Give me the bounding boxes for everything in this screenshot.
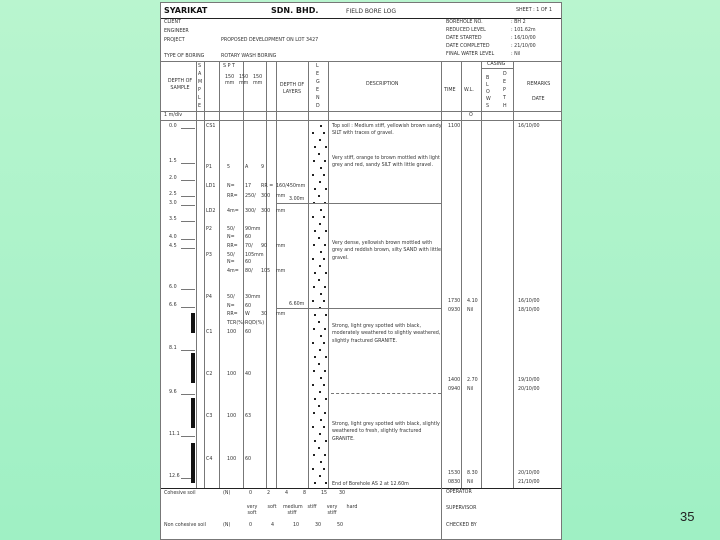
sample-id: C3 (206, 414, 213, 419)
casing-letter: D (503, 72, 507, 77)
legend-mark (323, 384, 325, 386)
depth-mark: 0.0 (169, 124, 177, 129)
legend-mark (324, 328, 326, 330)
cohesive-term: very stiff (326, 505, 338, 517)
legend-mark (313, 412, 315, 414)
sample-id: P2 (206, 227, 212, 232)
legend-mark (313, 370, 315, 372)
spt-blow: 90 (261, 244, 268, 249)
legend-mark (318, 447, 320, 449)
legend-mark (312, 468, 314, 470)
depth-mark: 6.0 (169, 285, 177, 290)
legend-mark (312, 132, 314, 134)
layer-description: Very stiff, orange to brown mottled with light grey and red, sandy SILT with little gravel. (332, 156, 440, 169)
spt-n: 100 (227, 372, 237, 377)
sample-letter: E (198, 104, 202, 109)
reading-wl: Nil (467, 308, 474, 313)
spt-n: 4m= (227, 269, 239, 274)
header-wl: W.L. (464, 88, 474, 93)
depth-tick (181, 394, 195, 395)
cohesive-scale-value: 15 (321, 491, 328, 496)
legend-letter: D (316, 104, 320, 109)
spt-blow: RR = (261, 184, 274, 189)
legend-mark (323, 468, 325, 470)
casing-letter: W (486, 97, 491, 102)
spt-blow: 300 (261, 209, 271, 214)
legend-mark (314, 188, 316, 190)
info-value: : 21/10/00 (511, 44, 536, 49)
unit-row: 1 m/div (164, 113, 183, 118)
legend-mark (320, 461, 322, 463)
depth-tick (181, 307, 195, 308)
legend-mark (312, 384, 314, 386)
legend-mark (319, 265, 321, 267)
legend-mark (312, 258, 314, 260)
project-value: PROPOSED DEVELOPMENT ON LOT 3427 (221, 38, 319, 43)
layer-description: Strong, light grey spotted with black, moderately weathered to slightly weathered, slightly fractured GRANITE. (332, 324, 441, 344)
depth-mark: 11.1 (169, 432, 180, 437)
legend-mark (323, 300, 325, 302)
legend-mark (325, 398, 327, 400)
layer-description: Strong, light grey spotted with black, slightly weathered to fresh, slightly fractured GRANITE. (332, 422, 440, 442)
legend-mark (323, 174, 325, 176)
legend-letter: E (316, 72, 320, 77)
sample-id: C1 (206, 330, 213, 335)
spt-blow: 63 (245, 414, 252, 419)
sample-letter: M (198, 80, 203, 85)
cohesive-scale-value: 30 (339, 491, 346, 496)
sample-letter: P (198, 88, 201, 93)
legend-mark (324, 286, 326, 288)
spt-blow: 300/ (245, 209, 256, 214)
legend-mark (325, 146, 327, 148)
legend-mark (312, 174, 314, 176)
cohesive-scale-value: 0 (249, 491, 253, 496)
depth-mark: 3.5 (169, 217, 177, 222)
spt-blow: 60 (245, 304, 252, 309)
project-label: PROJECT (164, 38, 185, 43)
spt-blow: 105 (261, 269, 271, 274)
boring-type-label: TYPE OF BORING (164, 54, 205, 59)
log-title: FIELD BORE LOG (346, 8, 396, 15)
legend-mark (320, 293, 322, 295)
depth-mark: 2.5 (169, 192, 177, 197)
bore-log-sheet (160, 2, 562, 540)
depth-tick (181, 248, 195, 249)
depth-tick (181, 205, 195, 206)
depth-tick (181, 436, 195, 437)
spt-blow: 30 (261, 312, 268, 317)
cohesive-term: hard (346, 505, 358, 510)
depth-tick (181, 239, 195, 240)
legend-mark (325, 356, 327, 358)
spt-blow: 60 (245, 260, 252, 265)
reading-date: 16/10/00 (518, 299, 540, 304)
legend-mark (313, 244, 315, 246)
spt-n: RR= (227, 312, 238, 317)
depth-tick (181, 180, 195, 181)
legend-mark (318, 195, 320, 197)
reading-date: 21/10/00 (518, 480, 540, 485)
layer-boundary (331, 393, 441, 394)
depth-tick (181, 350, 195, 351)
legend-mark (314, 356, 316, 358)
legend-letter: E (316, 88, 320, 93)
depth-mark: 4.0 (169, 235, 177, 240)
legend-mark (325, 272, 327, 274)
noncohesive-scale-value: 30 (315, 523, 322, 528)
legend-mark (325, 188, 327, 190)
legend-mark (314, 272, 316, 274)
info-value: : BH 2 (511, 20, 526, 25)
sample-letter: S (198, 64, 202, 69)
legend-mark (319, 181, 321, 183)
legend-mark (312, 342, 314, 344)
spt-n: RR= (227, 244, 238, 249)
footer-noncohesive: Non cohesive soil (164, 523, 206, 528)
spt-blow: 90mm (245, 227, 261, 232)
noncohesive-scale-value: 50 (337, 523, 344, 528)
header-description: DESCRIPTION (366, 82, 399, 87)
casing-letter: O (486, 90, 490, 95)
depth-tick (181, 221, 195, 222)
footer-cohesive-n: (N) (223, 491, 231, 496)
spt-n: RR= (227, 194, 238, 199)
info-label: FINAL WATER LEVEL (446, 52, 495, 57)
slide-number: 35 (680, 509, 695, 524)
sample-id: C4 (206, 457, 213, 462)
spt-blow: mm (276, 194, 286, 199)
reading-date: 20/10/00 (518, 387, 540, 392)
cohesive-term: medium stiff (283, 505, 303, 517)
cohesive-scale-value: 8 (303, 491, 307, 496)
depth-mark: 6.6 (169, 303, 177, 308)
legend-mark (323, 132, 325, 134)
noncohesive-scale-value: 4 (271, 523, 275, 528)
casing-letter: T (503, 96, 506, 101)
legend-mark (312, 426, 314, 428)
unit-circle: O (469, 113, 473, 118)
spt-n: 50/ (227, 295, 235, 300)
legend-mark (318, 405, 320, 407)
info-label: DATE STARTED (446, 36, 482, 41)
spt-sub-label: 150 mm (253, 75, 263, 87)
spt-n: 4m= (227, 209, 239, 214)
depth-mark: 9.6 (169, 390, 177, 395)
legend-mark (314, 146, 316, 148)
casing-letter: P (503, 88, 506, 93)
spt-n: TCR(%) (227, 321, 245, 326)
legend-letter: N (316, 96, 320, 101)
spt-n: 5 (227, 165, 231, 170)
info-value: : 16/10/00 (511, 36, 536, 41)
legend-mark (324, 160, 326, 162)
legend-mark (319, 475, 321, 477)
layer-depth-1: 3.00m (289, 197, 305, 202)
spt-blow: 300 (261, 194, 271, 199)
spt-blow: 9 (261, 165, 265, 170)
legend-mark (319, 223, 321, 225)
legend-mark (320, 377, 322, 379)
info-value: : 101.62m (511, 28, 536, 33)
sample-id: LD1 (206, 184, 216, 189)
legend-letter: G (316, 80, 320, 85)
reading-wl: 2.70 (467, 378, 478, 383)
depth-mark: 3.0 (169, 201, 177, 206)
spt-blow: mm (276, 269, 286, 274)
reading-date: 20/10/00 (518, 471, 540, 476)
sample-id: LD2 (206, 209, 216, 214)
spt-n: 100 (227, 414, 237, 419)
cohesive-scale-value: 4 (285, 491, 289, 496)
legend-mark (313, 454, 315, 456)
spt-blow: mm (276, 244, 286, 249)
legend-mark (325, 314, 327, 316)
layer-depth-2: 6.60m (289, 302, 305, 307)
sample-id: CS1 (206, 124, 216, 129)
legend-mark (324, 370, 326, 372)
sample-letter: A (198, 72, 202, 77)
reading-date: 19/10/00 (518, 378, 540, 383)
spt-blow: 17 (245, 184, 252, 189)
sheet-number: SHEET : 1 OF 1 (516, 8, 552, 13)
depth-tick (181, 163, 195, 164)
legend-mark (313, 328, 315, 330)
header-depth-layers: DEPTH OF LAYERS (279, 83, 305, 95)
header-depth: DEPTH OF SAMPLE (167, 79, 193, 91)
casing-letter: E (503, 80, 507, 85)
spt-n: N= (227, 304, 235, 309)
spt-sub-label: 150 mm (239, 75, 249, 87)
legend-mark (323, 342, 325, 344)
reading-wl: 4.10 (467, 299, 478, 304)
spt-blow: A (245, 165, 249, 170)
legend-mark (320, 419, 322, 421)
reading-time: 0830 (448, 480, 461, 485)
reading-date: 16/10/00 (518, 124, 540, 129)
legend-mark (318, 237, 320, 239)
legend-letter: L (316, 64, 319, 69)
header-spt: S P T (223, 64, 235, 69)
sample-id: P4 (206, 295, 212, 300)
depth-mark: 12.6 (169, 474, 180, 479)
spt-blow: mm (276, 312, 286, 317)
spt-blow: 250/ (245, 194, 256, 199)
layer-description: End of Borehole AS 2 at 12.60m (332, 482, 409, 487)
legend-mark (318, 153, 320, 155)
reading-wl: Nil (467, 480, 474, 485)
reading-date: 18/10/00 (518, 308, 540, 313)
legend-mark (324, 454, 326, 456)
legend-mark (320, 251, 322, 253)
casing-letter: H (503, 104, 507, 109)
legend-mark (314, 398, 316, 400)
engineer-label: ENGINEER (164, 29, 189, 34)
spt-blow: 60 (245, 457, 252, 462)
legend-mark (324, 412, 326, 414)
spt-blow: 60 (245, 235, 252, 240)
legend-mark (323, 426, 325, 428)
spt-blow: 40 (245, 372, 252, 377)
spt-n: 50/ (227, 227, 235, 232)
reading-time: 0930 (448, 308, 461, 313)
header-time: TIME (444, 88, 456, 93)
casing-letter: S (486, 104, 490, 109)
reading-time: 1530 (448, 471, 461, 476)
sample-id: P1 (206, 165, 212, 170)
legend-mark (314, 314, 316, 316)
spt-blow: 60 (245, 330, 252, 335)
legend-mark (325, 230, 327, 232)
spt-blow: RQD(%) (245, 321, 265, 326)
reading-time: 1730 (448, 299, 461, 304)
depth-mark: 2.0 (169, 176, 177, 181)
reading-wl: 8.30 (467, 471, 478, 476)
company-name: SYARIKAT (164, 6, 208, 15)
spt-blow: mm (276, 209, 286, 214)
layer-description: Top soil : Medium stiff, yellowish brown sandy SILT with traces of gravel. (332, 124, 442, 137)
spt-blow: 30mm (245, 295, 261, 300)
depth-mark: 4.5 (169, 244, 177, 249)
spt-n: 100 (227, 457, 237, 462)
legend-mark (324, 244, 326, 246)
spt-n: N= (227, 260, 235, 265)
legend-mark (314, 440, 316, 442)
reading-time: 0940 (448, 387, 461, 392)
legend-mark (320, 167, 322, 169)
spt-blow: 80/ (245, 269, 253, 274)
legend-mark (323, 258, 325, 260)
reading-time: 1400 (448, 378, 461, 383)
header-remarks: REMARKS (527, 82, 551, 87)
spt-n: 50/ (227, 253, 235, 258)
header-casing: CASING (487, 62, 506, 67)
footer-noncohesive-n: (N) (223, 523, 231, 528)
legend-mark (323, 216, 325, 218)
sample-id: P3 (206, 253, 212, 258)
client-label: CLIENT (164, 20, 181, 25)
legend-mark (318, 321, 320, 323)
legend-mark (313, 160, 315, 162)
legend-mark (314, 482, 316, 484)
spt-n: N= (227, 235, 235, 240)
info-label: REDUCED LEVEL (446, 28, 486, 33)
noncohesive-scale-value: 10 (293, 523, 300, 528)
cohesive-term: stiff (307, 505, 317, 510)
sample-letter: L (198, 96, 201, 101)
casing-letter: L (486, 83, 489, 88)
reading-time: 1100 (448, 124, 461, 129)
company-suffix: SDN. BHD. (271, 6, 319, 15)
info-label: DATE COMPLETED (446, 44, 490, 49)
legend-mark (318, 279, 320, 281)
layer-description: Very dense, yellowish brown mottled with grey and reddish brown, silty SAND with little gravel. (332, 241, 441, 261)
cohesive-term: soft (267, 505, 277, 510)
cohesive-scale-value: 2 (267, 491, 271, 496)
spt-blow: 105mm (245, 253, 264, 258)
legend-mark (312, 216, 314, 218)
cohesive-term: very soft (246, 505, 258, 517)
legend-mark (320, 209, 322, 211)
legend-mark (319, 433, 321, 435)
depth-mark: 1.5 (169, 159, 177, 164)
legend-mark (319, 391, 321, 393)
legend-mark (320, 125, 322, 127)
footer-operator: OPERATOR (446, 490, 472, 495)
info-label: BOREHOLE NO. (446, 20, 483, 25)
footer-checked-by: CHECKED BY (446, 523, 477, 528)
sample-id: C2 (206, 372, 213, 377)
casing-letter: B (486, 76, 490, 81)
spt-blow: 160/450mm (276, 184, 306, 189)
header-date: DATE (532, 97, 545, 102)
spt-blow: 70/ (245, 244, 253, 249)
legend-mark (325, 482, 327, 484)
footer-supervisor: SUPERVISOR (446, 506, 477, 511)
legend-mark (314, 230, 316, 232)
info-value: : Nil (511, 52, 521, 57)
legend-mark (313, 286, 315, 288)
depth-mark: 8.1 (169, 346, 177, 351)
legend-mark (312, 300, 314, 302)
spt-n: 100 (227, 330, 237, 335)
legend-mark (319, 349, 321, 351)
depth-tick (181, 128, 195, 129)
depth-tick (181, 289, 195, 290)
footer-cohesive: Cohesive soil (164, 491, 196, 496)
legend-mark (319, 139, 321, 141)
spt-sub-label: 150 mm (225, 75, 235, 87)
legend-mark (325, 440, 327, 442)
noncohesive-scale-value: 0 (249, 523, 253, 528)
spt-blow: W (245, 312, 250, 317)
legend-mark (318, 363, 320, 365)
depth-tick (181, 196, 195, 197)
boring-type-value: ROTARY WASH BORING (221, 54, 277, 59)
legend-mark (320, 335, 322, 337)
spt-n: N= (227, 184, 235, 189)
reading-wl: Nil (467, 387, 474, 392)
